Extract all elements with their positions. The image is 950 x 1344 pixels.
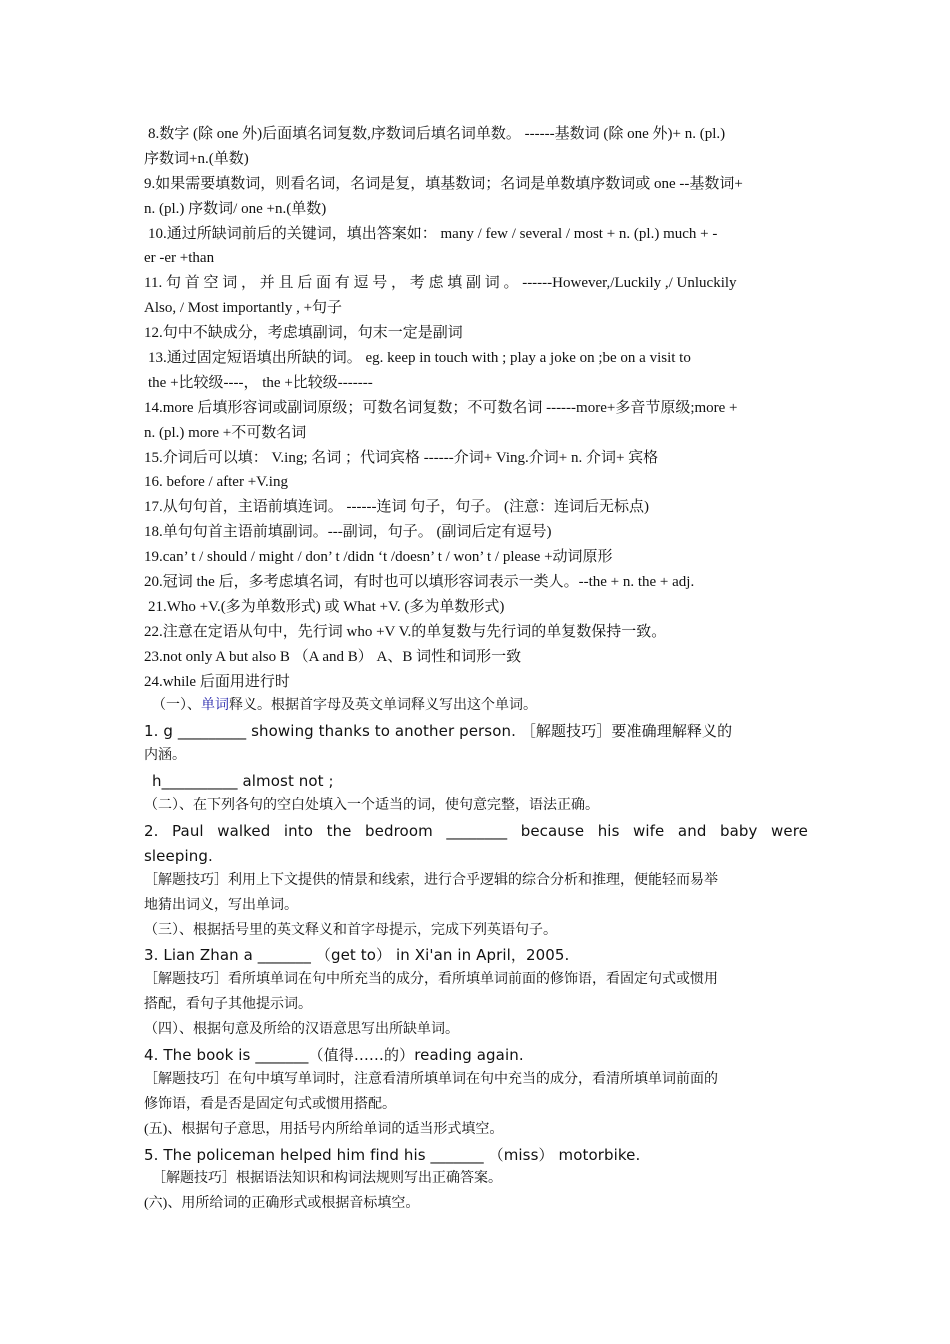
rule-line: 20.冠词 the 后，多考虑填名词，有时也可以填形容词表示一类人。--the + n. the + adj. [144,574,695,591]
rule-line: Also, / Most importantly , +句子 [144,300,343,317]
rule-line: 19.can’ t / should / might / don’ t /didn ‘t /doesn’ t / won’ t / please +动词原形 [144,549,613,566]
rule-line: 17.从句句首，主语前填连词。 ------连词 句子，句子。 (注意：连词后无标点) [144,499,649,516]
section-instruction: 释义。根据首字母及英文单词释义写出这个单词。 [229,698,537,714]
question-1-h: h__________ almost not ; [152,772,334,791]
rule-line: 序数词+n.(单数) [144,150,249,167]
tip-2: ［解题技巧］利用上下文提供的情景和线索，进行合乎逻辑的综合分析和推理，便能轻而易举 [144,872,718,888]
rule-line: 22.注意在定语从句中，先行词 who +V V.的单复数与先行词的单复数保持一致。 [144,623,667,640]
section-heading-2: （二）、在下列各句的空白处填入一个适当的词，使句意完整，语法正确。 [144,798,599,814]
section-heading-4: （四）、根据句意及所给的汉语意思写出所缺单词。 [144,1022,459,1038]
rule-line: er -er +than [144,250,215,267]
rule-line: 21.Who +V.(多为单数形式) 或 What +V. (多为单数形式) [148,598,505,615]
tip-5: ［解题技巧］根据语法知识和构词法规则写出正确答案。 [152,1171,502,1187]
question-4: 4. The book is _______（值得……的）reading again. [144,1045,524,1064]
rule-line: 11. 句 首 空 词 ， 并 且 后 面 有 逗 号 ， 考 虑 填 副 词 。 ------However,/Luckily ,/ Unluckily [144,275,737,292]
word-link[interactable]: 单词 [201,698,229,714]
section-heading-3: （三）、根据括号里的英文释义和首字母提示，完成下列英语句子。 [144,922,557,938]
tip-2-cont: 地猜出词义，写出单词。 [144,897,298,913]
rule-line: n. (pl.) 序数词/ one +n.(单数) [144,200,327,217]
tip-4: ［解题技巧］在句中填写单词时，注意看清所填单词在句中充当的成分，看清所填单词前面的 [144,1071,718,1087]
rule-line: the +比较级----， the +比较级------- [148,374,373,391]
section-heading-6: (六)、用所给词的正确形式或根据音标填空。 [144,1196,420,1212]
rule-line: 10.通过所缺词前后的关键词，填出答案如： many / few / several / most + n. (pl.) much + - [148,225,718,242]
question-2-cont: sleeping. [144,846,213,865]
rule-line: 18.单句句首主语前填副词。---副词，句子。 (副词后定有逗号) [144,524,552,541]
rule-line: 14.more 后填形容词或副词原级；可数名词复数；不可数名词 ------more+多音节原级;more + [144,399,738,416]
document-page [144,122,808,1217]
section-heading-5: (五)、根据句子意思，用括号内所给单词的适当形式填空。 [144,1121,504,1137]
section-number: （一）、 [152,698,201,714]
question-1: 1. g _________ showing thanks to another person. ［解题技巧］要准确理解释义的 [144,722,733,741]
tip-3: ［解题技巧］看所填单词在句中所充当的成分，看所填单词前面的修饰语，看固定句式或惯用 [144,972,718,988]
rule-line: 13.通过固定短语填出所缺的词。 eg. keep in touch with ; play a joke on ;be on a visit to [148,350,691,367]
rule-line: 24.while 后面用进行时 [144,673,290,690]
rule-line: n. (pl.) more +不可数名词 [144,424,307,441]
rule-line: 9.如果需要填数词，则看名词，名词是复，填基数词；名词是单数填序数词或 one --基数词+ [144,175,743,192]
rule-line: 16. before / after +V.ing [144,474,288,491]
question-5: 5. The policeman helped him find his _______ （miss） motorbike. [144,1145,641,1164]
question-1-cont: 内涵。 [144,748,186,764]
question-3: 3. Lian Zhan a _______ （get to） in Xi'an in April，2005. [144,946,570,965]
question-2: 2. Paul walked into the bedroom ________ because his wife and baby were [144,821,808,840]
rule-line: 15.介词后可以填： V.ing; 名词 ；代词宾格 ------介词+ Ving.介词+ n. 介词+ 宾格 [144,449,659,466]
section-heading-1 [144,694,808,719]
rule-line: 12.句中不缺成分，考虑填副词，句末一定是副词 [144,325,463,342]
rule-line: 8.数字 (除 one 外)后面填名词复数,序数词后填名词单数。 ------基数词 (除 one 外)+ n. (pl.) [148,126,726,142]
tip-3-cont: 搭配，看句子其他提示词。 [144,997,312,1013]
rule-line: 23.not only A but also B （A and B） A、B 词性和词形一致 [144,648,522,665]
tip-4-cont: 修饰语，看是否是固定句式或惯用搭配。 [144,1096,396,1112]
